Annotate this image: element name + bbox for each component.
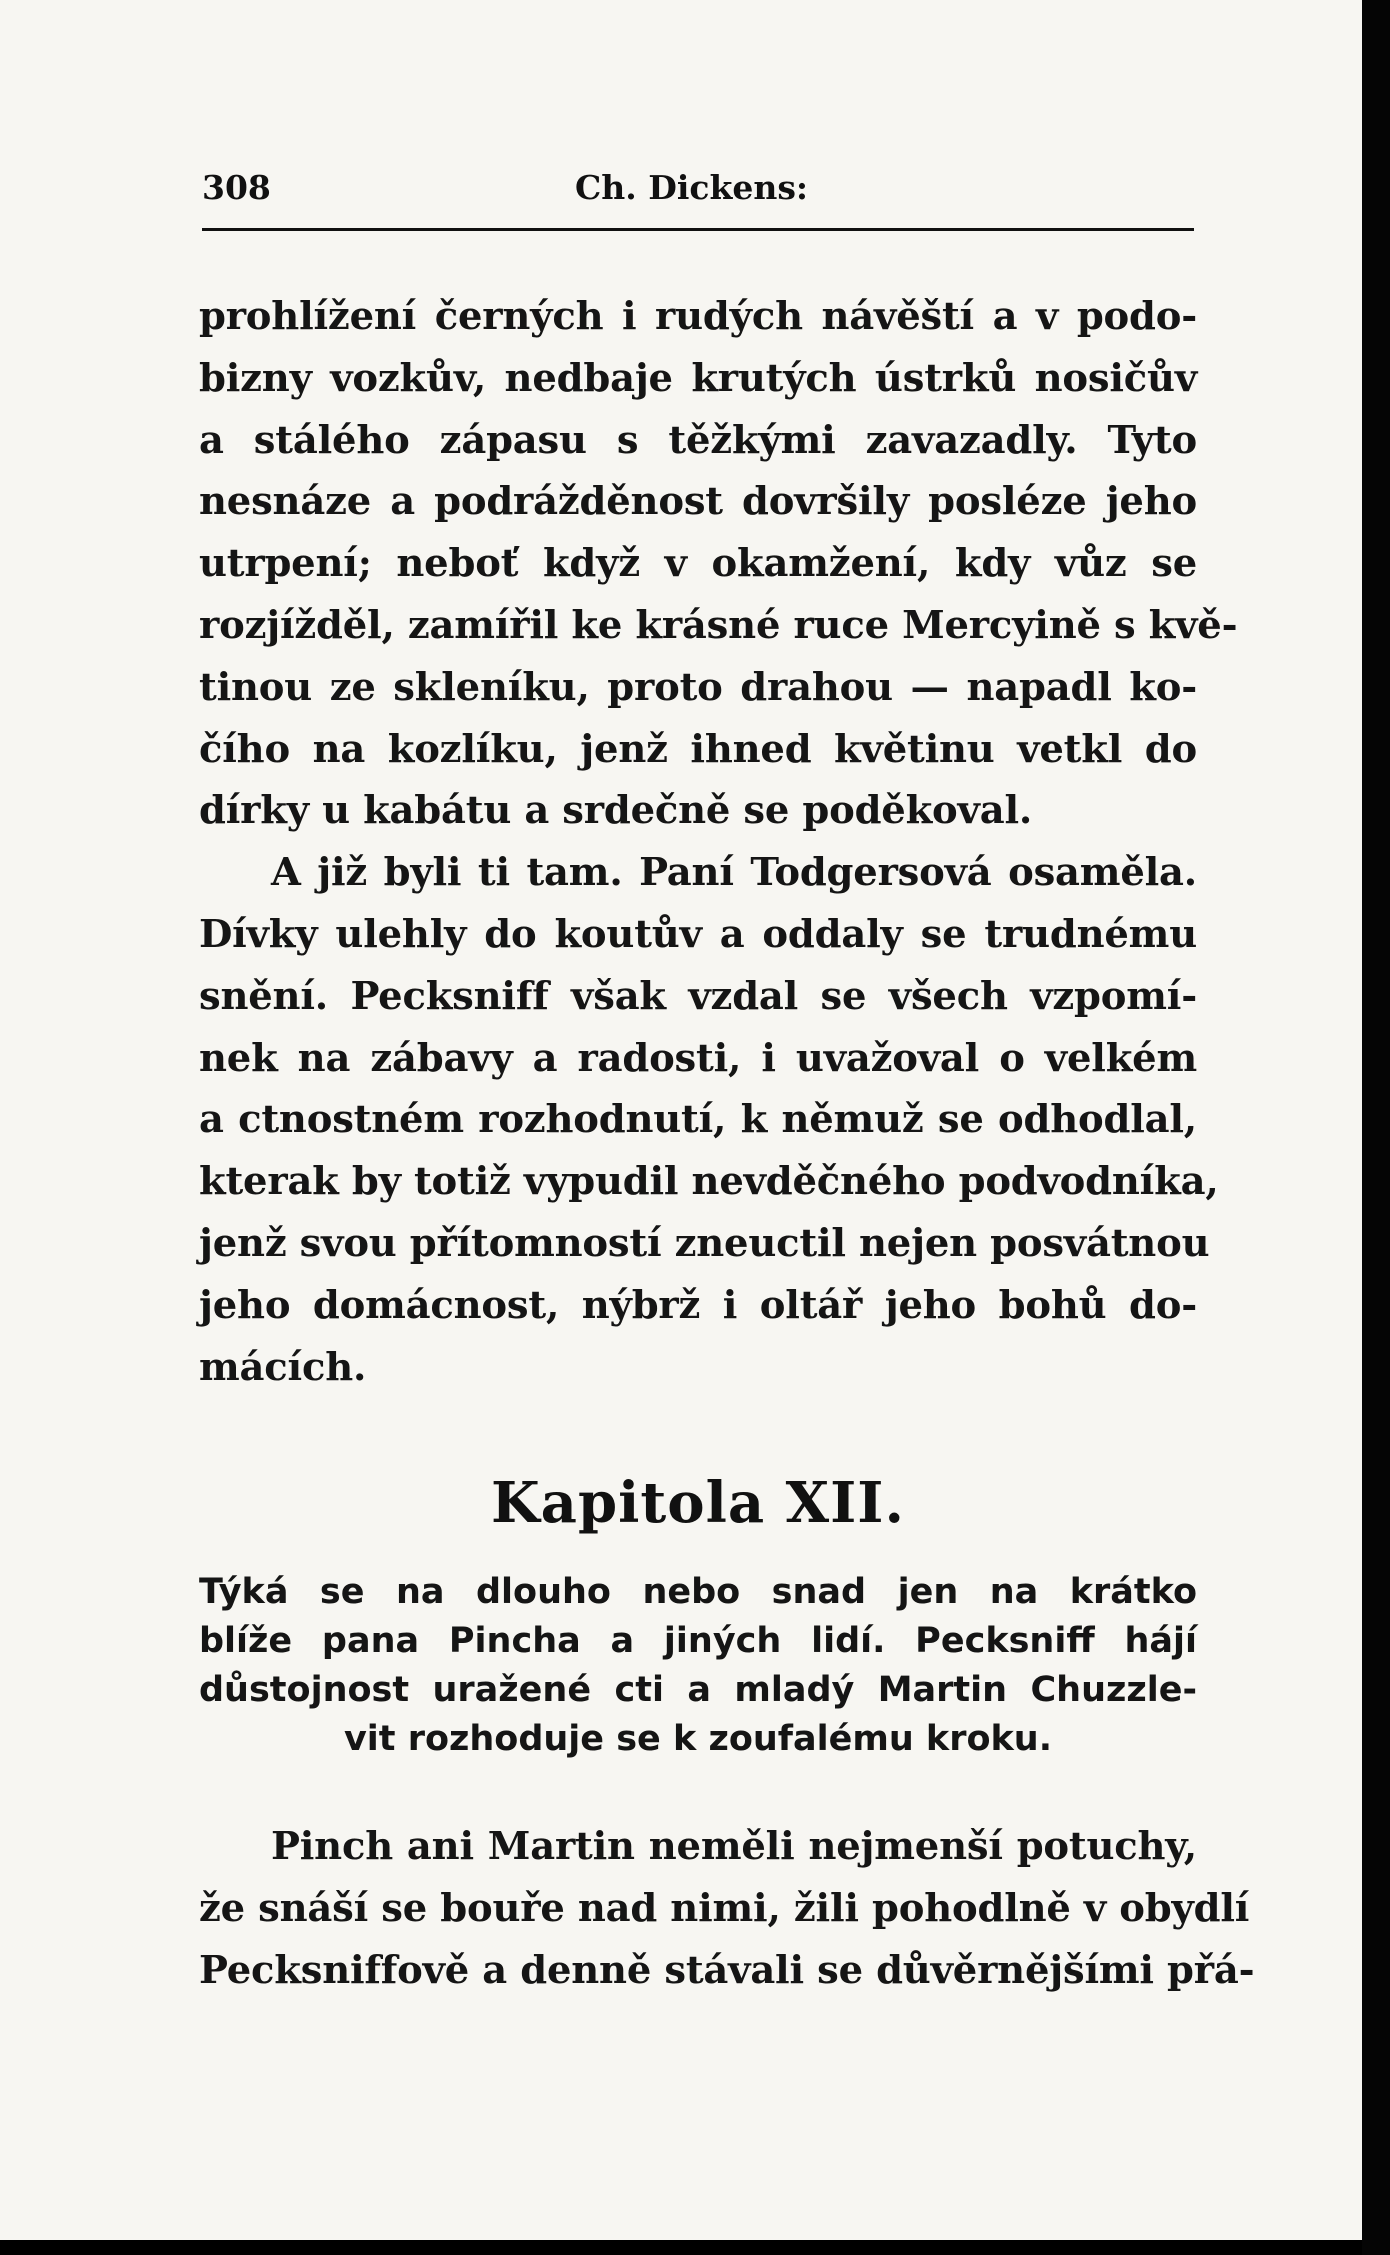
paragraph-line: Pinch ani Martin neměli nejmenší potuchy, [271, 1824, 1197, 1869]
paragraph-2 [199, 842, 1219, 1398]
paragraph-line: mácích. [199, 1344, 367, 1390]
paragraph-line: rozjížděl, zamířil ke krásné ruce Mercyině s kvě- [199, 602, 1238, 648]
summary-line: Týká se na dlouho nebo snad jen na krátko [199, 1572, 1197, 1612]
paragraph-line: kterak by totiž vypudil nevděčného podvodníka, [199, 1159, 1219, 1205]
paragraph-line: Dívky ulehly do koutův a oddaly se trudnému [199, 911, 1197, 957]
summary-line: blíže pana Pincha a jiných lidí. Pecksniff hájí [199, 1621, 1197, 1661]
paragraph-line: utrpení; neboť když v okamžení, kdy vůz se [199, 541, 1197, 587]
paragraph-line: a stálého zápasu s těžkými zavazadly. Tyto [199, 417, 1197, 463]
page-header [202, 168, 1194, 220]
paragraph-line: čího na kozlíku, jenž ihned květinu vetkl do [199, 726, 1197, 772]
main-text-block-2 [199, 1816, 1255, 2001]
summary-line: vit rozhoduje se k zoufalému kroku. [343, 1719, 1053, 1759]
paragraph-line: a ctnostném rozhodnutí, k němuž se odhodlal, [199, 1097, 1197, 1143]
chapter-title: Kapitola XII. [491, 1470, 905, 1536]
paragraph-line: jeho domácnost, nýbrž i oltář jeho bohů do- [199, 1282, 1197, 1328]
paragraph-line: Pecksniffově a denně stávali se důvěrnějšími přá- [199, 1947, 1255, 1993]
paragraph-line: nesnáze a podrážděnost dovršily posléze jeho [199, 479, 1197, 525]
page-number: 308 [202, 168, 271, 207]
paragraph-line: snění. Pecksniff však vzdal se všech vzpomí- [199, 973, 1197, 1019]
paragraph-line: nek na zábavy a radosti, i uvažoval o velkém [199, 1035, 1197, 1081]
paragraph-line: že snáší se bouře nad nimi, žili pohodlně v obydlí [199, 1885, 1250, 1931]
paragraph-line: tinou ze skleníku, proto drahou — napadl ko- [199, 664, 1197, 710]
paragraph-line: A již byli ti tam. Paní Todgersová osaměla. [271, 850, 1197, 896]
page-edge-shadow [1362, 0, 1390, 2255]
paragraph-line: dírky u kabátu a srdečně se poděkoval. [199, 788, 1033, 834]
header-rule [202, 228, 1194, 231]
paragraph-3 [199, 1816, 1255, 2001]
main-text-block-1 [199, 286, 1238, 1398]
running-head: Ch. Dickens: [575, 168, 809, 207]
paragraph-1 [199, 286, 1238, 842]
paragraph-line: jenž svou přítomností zneuctil nejen posvátnou [199, 1220, 1210, 1266]
paragraph-line: bizny vozkův, nedbaje krutých ústrků nosičův [199, 355, 1197, 401]
summary-line: důstojnost uražené cti a mladý Martin Chuzzle- [199, 1670, 1197, 1710]
paragraph-line: prohlížení černých i rudých návěští a v podo- [199, 294, 1197, 339]
chapter-summary [199, 1568, 1197, 1764]
